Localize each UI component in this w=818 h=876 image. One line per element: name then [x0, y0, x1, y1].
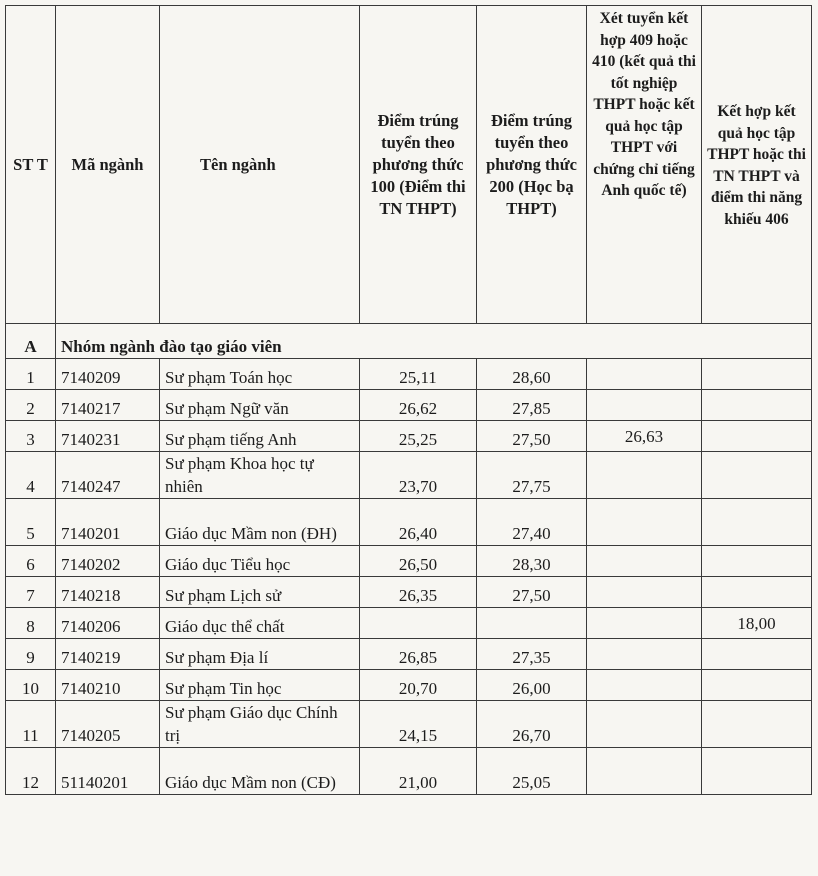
row-stt: 4 [6, 452, 56, 499]
row-name: Sư phạm Toán học [160, 359, 360, 390]
row-score-406 [702, 577, 812, 608]
row-code: 7140217 [56, 390, 160, 421]
row-stt: 11 [6, 701, 56, 748]
row-stt: 12 [6, 748, 56, 795]
row-code: 7140209 [56, 359, 160, 390]
row-stt: 3 [6, 421, 56, 452]
row-score-100: 21,00 [360, 748, 477, 795]
row-score-100: 26,35 [360, 577, 477, 608]
row-score-200: 27,40 [477, 499, 587, 546]
row-code: 7140201 [56, 499, 160, 546]
table-row [6, 670, 812, 701]
row-score-100 [360, 608, 477, 639]
row-score-406 [702, 701, 812, 748]
row-code: 51140201 [56, 748, 160, 795]
row-code: 7140218 [56, 577, 160, 608]
row-name: Sư phạm tiếng Anh [160, 421, 360, 452]
row-name: Giáo dục thể chất [160, 608, 360, 639]
table-row [6, 748, 812, 795]
row-name: Sư phạm Khoa học tự nhiên [160, 452, 360, 499]
row-name: Sư phạm Ngữ văn [160, 390, 360, 421]
row-score-100: 23,70 [360, 452, 477, 499]
table-row [6, 452, 812, 499]
header-code: Mã ngành [56, 6, 160, 324]
row-code: 7140219 [56, 639, 160, 670]
row-score-409-410 [587, 577, 702, 608]
row-score-406 [702, 748, 812, 795]
table-row [6, 421, 812, 452]
row-score-200: 26,70 [477, 701, 587, 748]
row-score-200: 27,35 [477, 639, 587, 670]
header-method-409-410: Xét tuyển kết hợp 409 hoặc 410 (kết quả thi tốt nghiệp THPT hoặc kết quả học tập THPT với chứng chỉ tiếng Anh quốc tế) [587, 6, 702, 324]
row-score-409-410 [587, 452, 702, 499]
row-score-406 [702, 359, 812, 390]
header-stt: ST T [6, 6, 56, 324]
row-score-100: 24,15 [360, 701, 477, 748]
header-method-200: Điểm trúng tuyển theo phương thức 200 (Học bạ THPT) [477, 6, 587, 324]
row-score-409-410 [587, 546, 702, 577]
row-stt: 7 [6, 577, 56, 608]
admission-scores-table [5, 5, 812, 795]
row-name: Sư phạm Địa lí [160, 639, 360, 670]
row-score-406 [702, 499, 812, 546]
table-row [6, 608, 812, 639]
row-name: Sư phạm Lịch sử [160, 577, 360, 608]
row-name: Giáo dục Mầm non (ĐH) [160, 499, 360, 546]
row-score-100: 26,62 [360, 390, 477, 421]
row-score-100: 26,40 [360, 499, 477, 546]
row-name: Sư phạm Tin học [160, 670, 360, 701]
row-score-409-410: 26,63 [587, 421, 702, 452]
row-code: 7140231 [56, 421, 160, 452]
table-row [6, 359, 812, 390]
row-code: 7140206 [56, 608, 160, 639]
row-score-406 [702, 670, 812, 701]
row-score-200: 27,50 [477, 421, 587, 452]
row-score-200 [477, 608, 587, 639]
row-score-200: 27,85 [477, 390, 587, 421]
group-label: A [6, 324, 56, 359]
header-row [6, 6, 812, 324]
row-score-100: 25,25 [360, 421, 477, 452]
row-score-200: 26,00 [477, 670, 587, 701]
row-stt: 2 [6, 390, 56, 421]
row-score-409-410 [587, 701, 702, 748]
row-score-100: 25,11 [360, 359, 477, 390]
row-score-409-410 [587, 359, 702, 390]
group-row [6, 324, 812, 359]
row-score-406 [702, 421, 812, 452]
table-row [6, 390, 812, 421]
row-score-200: 28,60 [477, 359, 587, 390]
header-method-406: Kết hợp kết quả học tập THPT hoặc thi TN THPT và điểm thi năng khiếu 406 [702, 6, 812, 324]
group-title: Nhóm ngành đào tạo giáo viên [56, 324, 812, 359]
header-name: Tên ngành [160, 6, 360, 324]
row-score-409-410 [587, 499, 702, 546]
row-score-100: 26,50 [360, 546, 477, 577]
row-score-409-410 [587, 670, 702, 701]
row-score-200: 27,50 [477, 577, 587, 608]
table-row [6, 701, 812, 748]
row-score-100: 26,85 [360, 639, 477, 670]
row-code: 7140210 [56, 670, 160, 701]
row-name: Sư phạm Giáo dục Chính trị [160, 701, 360, 748]
row-stt: 10 [6, 670, 56, 701]
row-score-409-410 [587, 390, 702, 421]
row-score-409-410 [587, 748, 702, 795]
table-row [6, 499, 812, 546]
row-score-200: 27,75 [477, 452, 587, 499]
row-score-406 [702, 452, 812, 499]
row-name: Giáo dục Tiểu học [160, 546, 360, 577]
row-stt: 1 [6, 359, 56, 390]
row-stt: 8 [6, 608, 56, 639]
row-name: Giáo dục Mầm non (CĐ) [160, 748, 360, 795]
table-row [6, 577, 812, 608]
row-stt: 6 [6, 546, 56, 577]
row-stt: 9 [6, 639, 56, 670]
row-score-406 [702, 639, 812, 670]
row-score-409-410 [587, 639, 702, 670]
table-row [6, 639, 812, 670]
table-row [6, 546, 812, 577]
header-method-100: Điểm trúng tuyển theo phương thức 100 (Điểm thi TN THPT) [360, 6, 477, 324]
row-code: 7140202 [56, 546, 160, 577]
row-score-406 [702, 390, 812, 421]
row-code: 7140205 [56, 701, 160, 748]
row-score-406 [702, 546, 812, 577]
row-score-200: 28,30 [477, 546, 587, 577]
row-score-100: 20,70 [360, 670, 477, 701]
row-score-409-410 [587, 608, 702, 639]
row-code: 7140247 [56, 452, 160, 499]
row-score-200: 25,05 [477, 748, 587, 795]
row-stt: 5 [6, 499, 56, 546]
row-score-406: 18,00 [702, 608, 812, 639]
